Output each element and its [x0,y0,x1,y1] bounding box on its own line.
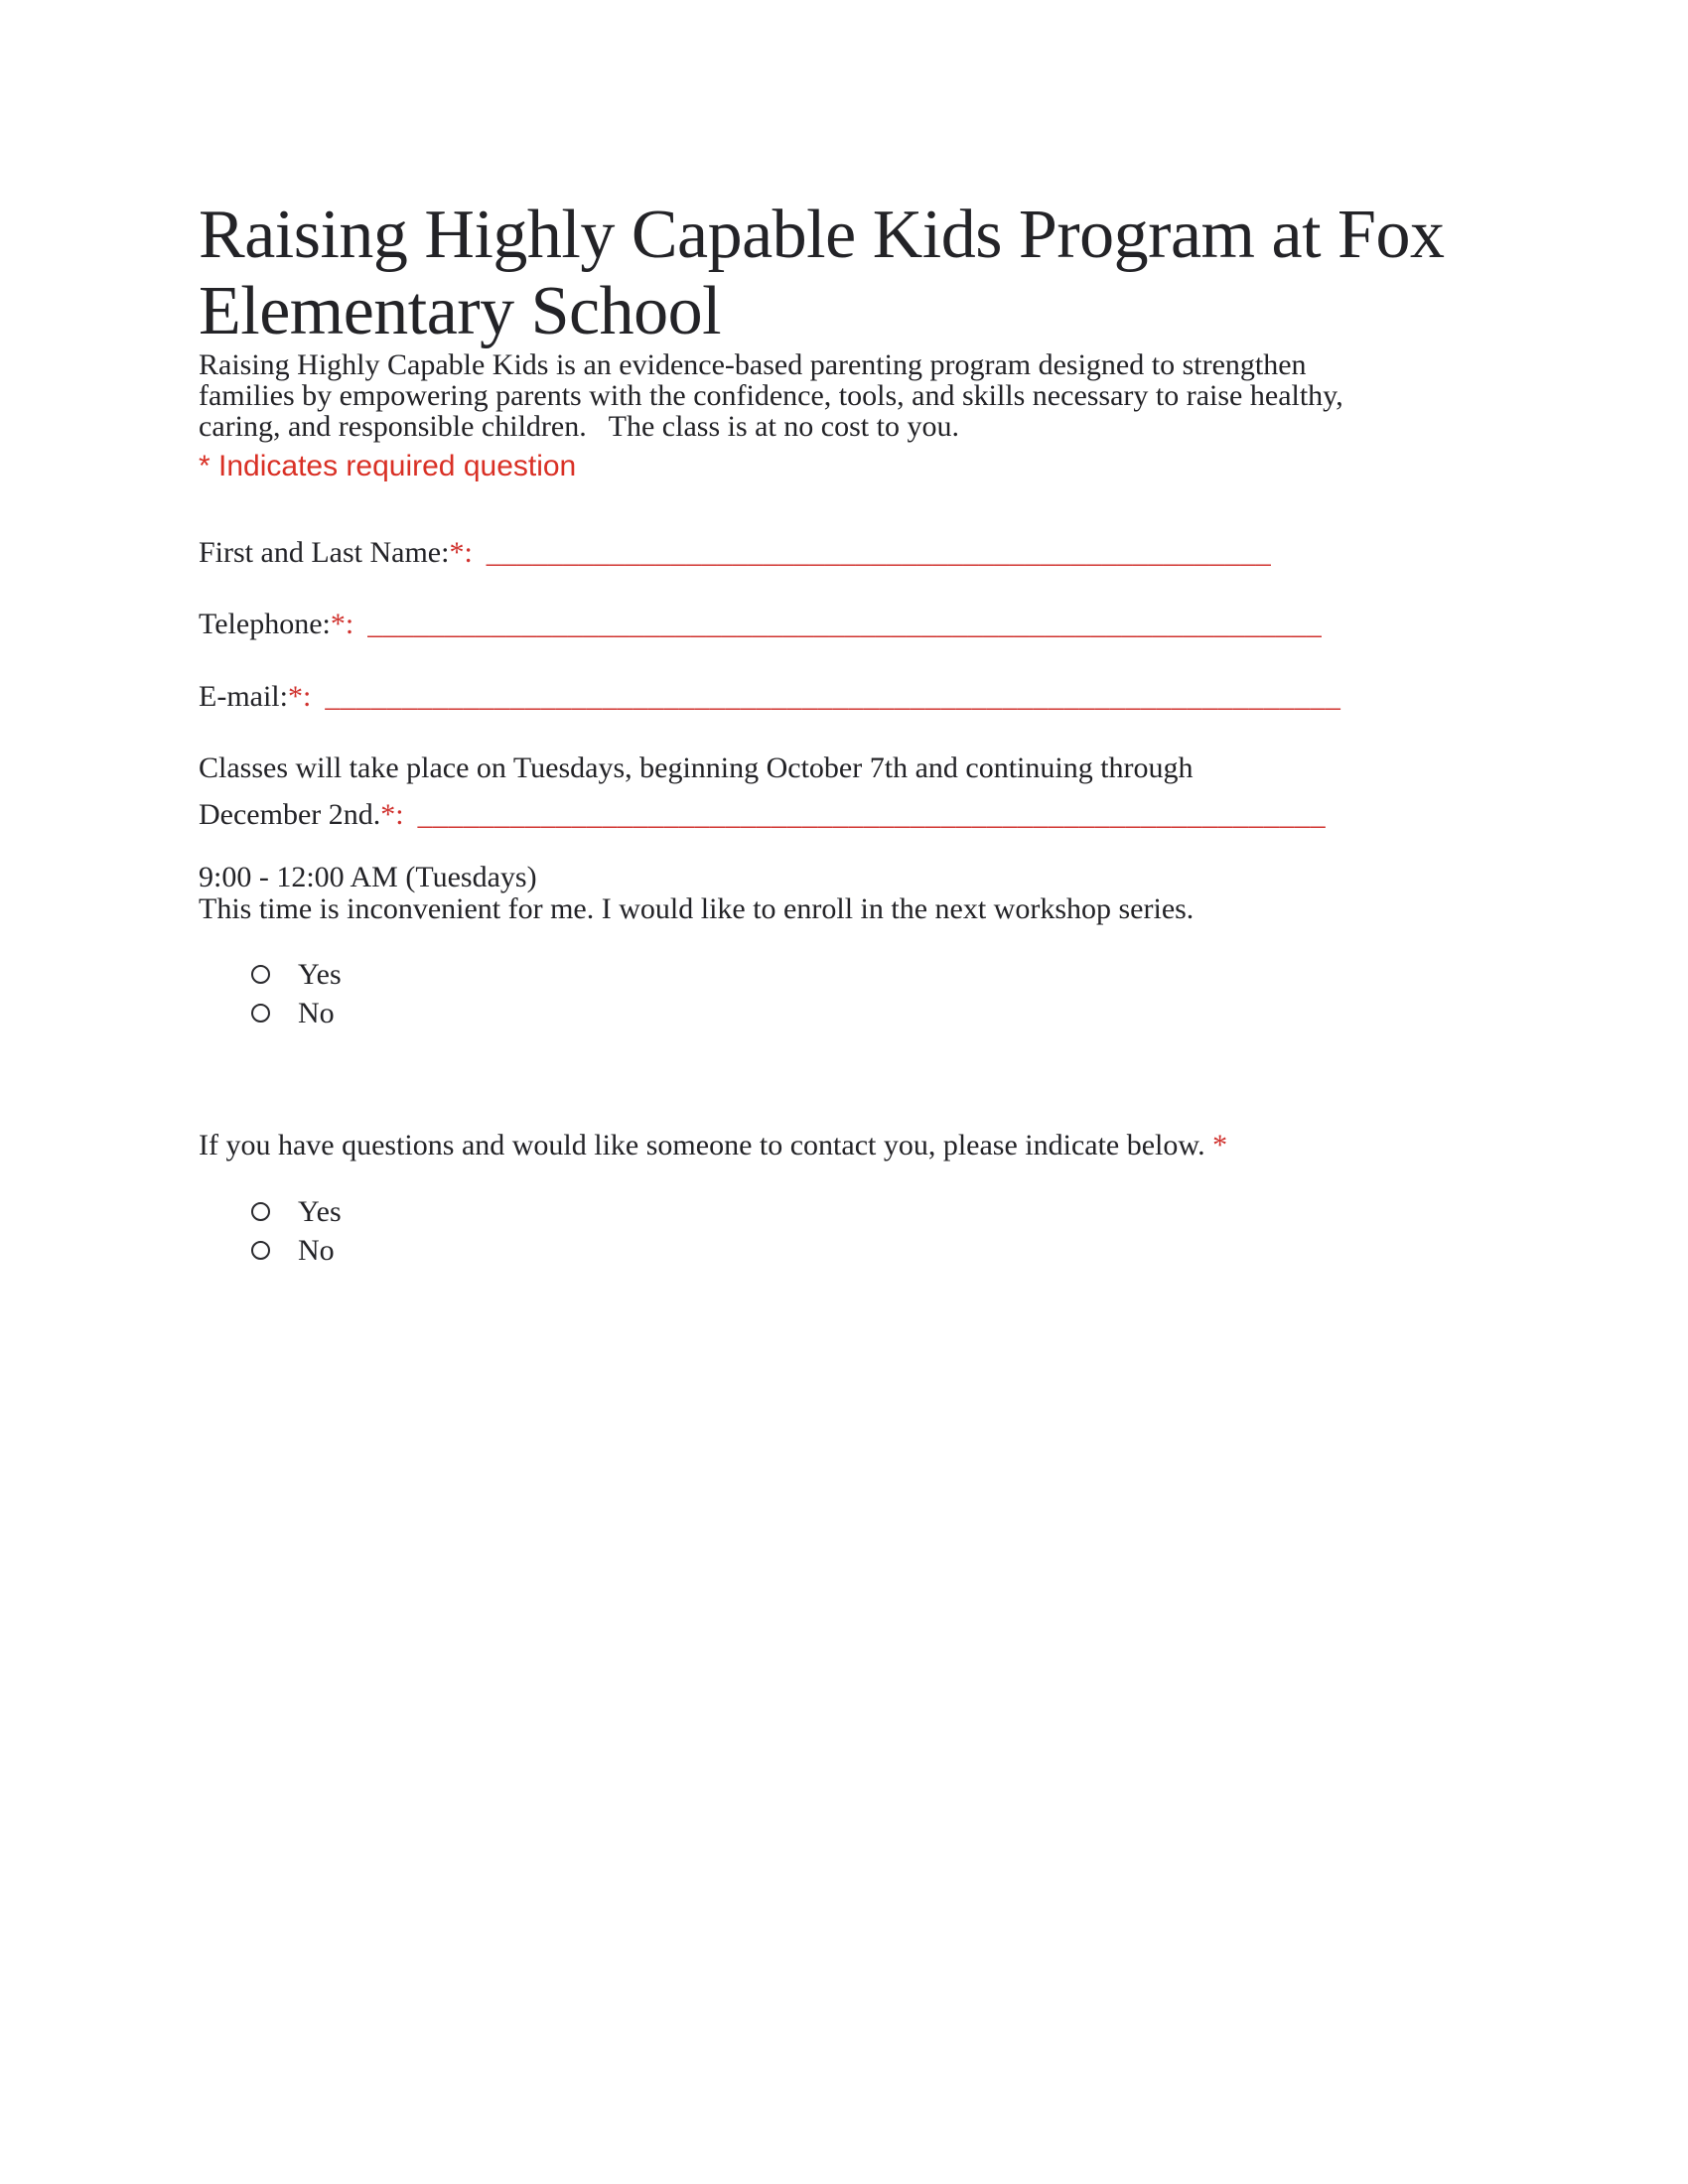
telephone-field-row [199,609,1509,639]
session-radio-group [199,955,1509,1032]
telephone-required-mark: *: [330,608,354,640]
session-option-yes-label: Yes [298,957,342,991]
radio-button-icon[interactable] [251,1004,270,1023]
intro-line-1: Raising Highly Capable Kids is an evidence-based parenting program designed to strengthen [199,348,1307,381]
telephone-field-label: Telephone: [199,608,331,640]
email-required-mark: *: [287,680,312,713]
schedule-blank-line[interactable]: ___________________________________________________________ [417,798,1327,831]
intro-line-3: caring, and responsible children. The class is at no cost to you. [199,410,959,443]
session-time-text: 9:00 - 12:00 AM (Tuesdays) [199,861,537,893]
page-title [199,197,1509,349]
schedule-question-line-2 [199,791,1509,838]
name-field-label: First and Last Name: [199,536,450,569]
contact-option-yes[interactable] [251,1192,1509,1231]
contact-question-label: If you have questions and would like someone to contact you, please indicate below. [199,1129,1205,1161]
required-question-note: * Indicates required question [199,450,577,482]
session-option-yes[interactable] [251,955,1509,994]
radio-button-icon[interactable] [251,1241,270,1260]
telephone-blank-line[interactable]: ______________________________________________________________ [367,608,1323,640]
email-field-label: E-mail: [199,680,288,713]
contact-option-no-label: No [298,1233,335,1267]
name-required-mark: *: [449,536,473,569]
email-blank-line[interactable]: __________________________________________________________________ [325,680,1341,713]
session-info-block [199,862,1509,925]
radio-button-icon[interactable] [251,1202,270,1221]
schedule-field-label: December 2nd. [199,798,381,831]
contact-option-no[interactable] [251,1231,1509,1270]
document-content [199,0,1509,1270]
page-title-line-2: Elementary School [199,273,722,349]
intro-paragraph [199,349,1509,442]
contact-required-asterisk: * [1212,1129,1228,1161]
session-option-no[interactable] [251,994,1509,1032]
page-title-line-1: Raising Highly Capable Kids Program at Fox [199,197,1445,273]
contact-radio-group [199,1192,1509,1270]
intro-line-2: families by empowering parents with the confidence, tools, and skills necessary to raise healthy, [199,379,1343,412]
schedule-required-mark: *: [380,798,404,831]
name-blank-line[interactable]: ___________________________________________________ [486,536,1272,569]
name-field-row [199,537,1509,568]
email-field-row [199,681,1509,712]
schedule-field-block [199,745,1509,838]
radio-button-icon[interactable] [251,965,270,984]
session-option-no-label: No [298,996,335,1029]
schedule-question-line-1: Classes will take place on Tuesdays, beginning October 7th and continuing through [199,751,1194,784]
contact-question-text [199,1130,1509,1160]
session-inconvenient-prompt: This time is inconvenient for me. I would like to enroll in the next workshop series. [199,892,1195,925]
contact-option-yes-label: Yes [298,1194,342,1228]
